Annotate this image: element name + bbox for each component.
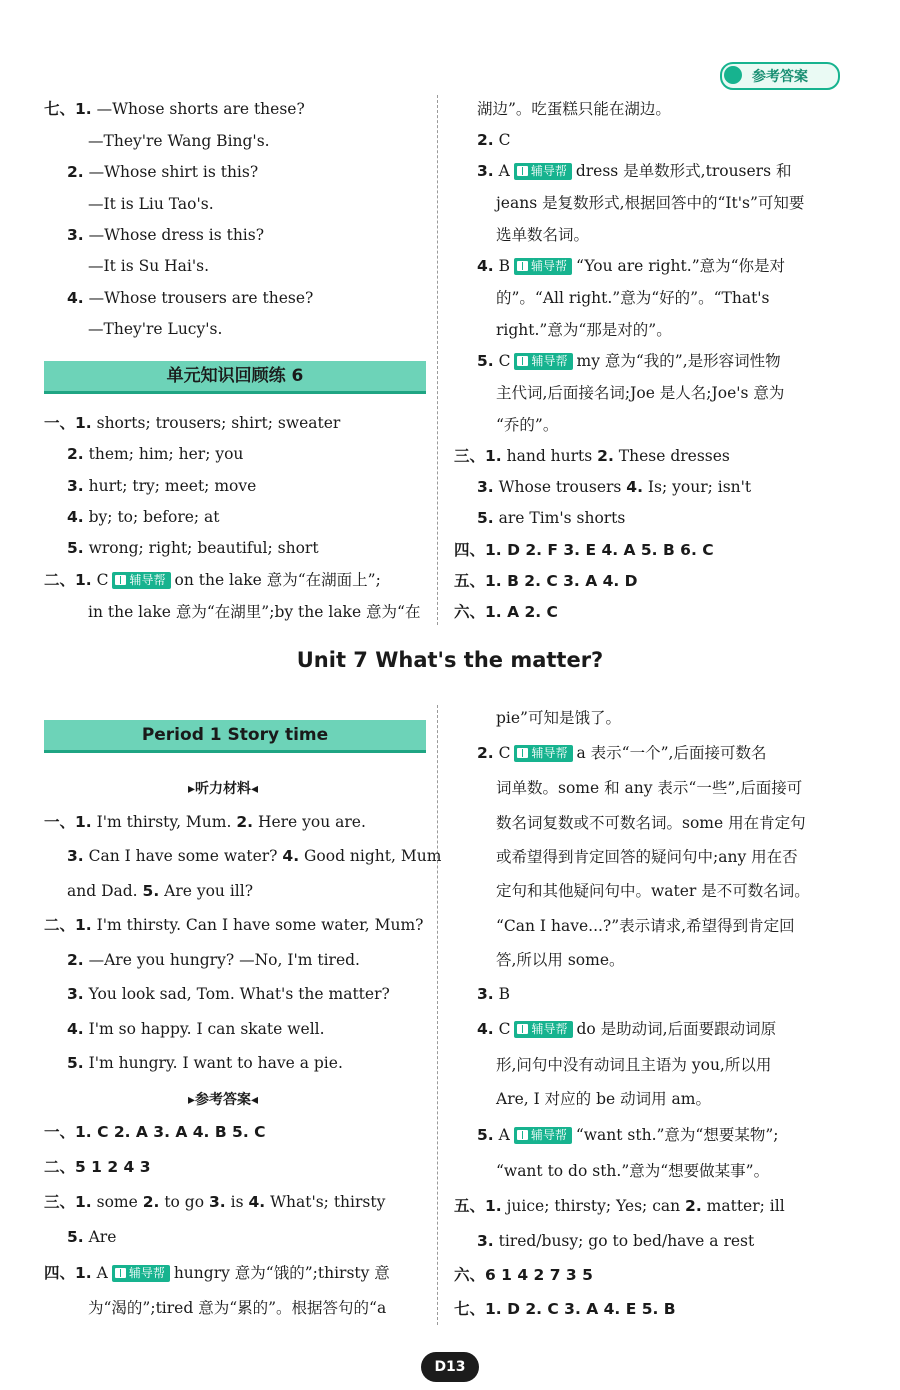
line: 3. tired/busy; go to bed/have a rest xyxy=(477,1232,755,1250)
line: 三、1. some 2. to go 3. is 4. What's; thirsty xyxy=(44,1193,386,1211)
line: 词单数。some 和 any 表示“一些”,后面接可 xyxy=(496,779,803,797)
helper-badge: 辅导帮 xyxy=(514,163,572,180)
line: 二、1. I'm thirsty. Can I have some water, Mum? xyxy=(44,916,424,934)
line: 3. You look sad, Tom. What's the matter? xyxy=(67,985,390,1003)
line: 四、1. A 辅导帮 hungry 意为“饿的”;thirsty 意 xyxy=(44,1264,390,1282)
answer-label: ▸参考答案◂ xyxy=(188,1092,259,1108)
line: 2. C 辅导帮 a 表示“一个”,后面接可数名 xyxy=(477,744,767,762)
line: 六、1. A 2. C xyxy=(454,603,558,621)
line: —It is Liu Tao's. xyxy=(88,195,214,213)
line: 4. I'm so happy. I can skate well. xyxy=(67,1020,325,1038)
helper-badge: 辅导帮 xyxy=(514,1021,572,1038)
line: 5. are Tim's shorts xyxy=(477,509,626,527)
line: in the lake 意为“在湖里”;by the lake 意为“在 xyxy=(88,603,421,621)
column-divider xyxy=(437,95,438,625)
line: 2. them; him; her; you xyxy=(67,445,244,463)
line: 五、1. B 2. C 3. A 4. D xyxy=(454,572,638,590)
listening-label: ▸听力材料◂ xyxy=(188,781,259,797)
line: —They're Lucy's. xyxy=(88,320,223,338)
helper-badge: 辅导帮 xyxy=(112,572,170,589)
line: 5. I'm hungry. I want to have a pie. xyxy=(67,1054,343,1072)
line: pie”可知是饿了。 xyxy=(496,709,621,727)
book-icon xyxy=(115,575,126,585)
line: —It is Su Hai's. xyxy=(88,257,210,275)
line: 4. —Whose trousers are these? xyxy=(67,289,314,307)
line: 选单数名词。 xyxy=(496,226,590,244)
line: 的”。“All right.”意为“好的”。“That's xyxy=(496,289,770,307)
line: 3. A 辅导帮 dress 是单数形式,trousers 和 xyxy=(477,162,792,180)
line: 2. —Whose shirt is this? xyxy=(67,163,259,181)
line: and Dad. 5. Are you ill? xyxy=(67,882,254,900)
book-icon xyxy=(115,1268,126,1278)
line: 一、1. shorts; trousers; shirt; sweater xyxy=(44,414,341,432)
line: 三、1. hand hurts 2. These dresses xyxy=(454,447,730,465)
line: —They're Wang Bing's. xyxy=(88,132,270,150)
line: 二、1. C 辅导帮 on the lake 意为“在湖面上”; xyxy=(44,571,381,589)
line: 主代词,后面接名词;Joe 是人名;Joe's 意为 xyxy=(496,384,785,402)
book-icon xyxy=(517,261,528,271)
line: 为“渴的”;tired 意为“累的”。根据答句的“a xyxy=(88,1299,387,1317)
line: jeans 是复数形式,根据回答中的“It's”可知要 xyxy=(496,194,805,212)
line: 答,所以用 some。 xyxy=(496,951,625,969)
helper-badge: 辅导帮 xyxy=(514,353,572,370)
line: 5. C 辅导帮 my 意为“我的”,是形容词性物 xyxy=(477,352,781,370)
line: 3. Can I have some water? 4. Good night, Mum xyxy=(67,847,442,865)
line: right.”意为“那是对的”。 xyxy=(496,321,672,339)
line: 4. by; to; before; at xyxy=(67,508,220,526)
line: 2. C xyxy=(477,131,511,149)
answer-header xyxy=(720,62,840,90)
line: 一、1. I'm thirsty, Mum. 2. Here you are. xyxy=(44,813,366,831)
book-icon xyxy=(517,166,528,176)
line: 湖边”。吃蛋糕只能在湖边。 xyxy=(477,100,671,118)
header-label: 参考答案 xyxy=(752,69,808,85)
line: 或希望得到肯定回答的疑问句中;any 用在否 xyxy=(496,848,798,866)
period-title: Period 1 Story time xyxy=(44,720,426,753)
helper-badge: 辅导帮 xyxy=(514,258,572,275)
line: 一、1. C 2. A 3. A 4. B 5. C xyxy=(44,1123,266,1141)
line: 5. wrong; right; beautiful; short xyxy=(67,539,319,557)
line: 5. A 辅导帮 “want sth.”意为“想要某物”; xyxy=(477,1126,779,1144)
book-icon xyxy=(517,1024,528,1034)
line: 定句和其他疑问句中。water 是不可数名词。 xyxy=(496,882,810,900)
line: Are, I 对应的 be 动词用 am。 xyxy=(496,1090,711,1108)
line: 五、1. juice; thirsty; Yes; can 2. matter; ill xyxy=(454,1197,785,1215)
column-divider xyxy=(437,705,438,1325)
line: 七、1. —Whose shorts are these? xyxy=(44,100,305,118)
line: 4. B 辅导帮 “You are right.”意为“你是对 xyxy=(477,257,786,275)
line: “Can I have...?”表示请求,希望得到肯定回 xyxy=(496,917,795,935)
line: “乔的”。 xyxy=(496,416,559,434)
line: 3. B xyxy=(477,985,511,1003)
unit-title: Unit 7 What's the matter? xyxy=(296,648,604,672)
book-icon xyxy=(517,356,528,366)
book-icon xyxy=(517,748,528,758)
line: 形,问句中没有动词且主语为 you,所以用 xyxy=(496,1056,772,1074)
line: 5. Are xyxy=(67,1228,117,1246)
book-icon xyxy=(517,1130,528,1140)
helper-badge: 辅导帮 xyxy=(514,1127,572,1144)
helper-badge: 辅导帮 xyxy=(514,745,572,762)
line: 3. hurt; try; meet; move xyxy=(67,477,257,495)
line: 数名词复数或不可数名词。some 用在肯定句 xyxy=(496,814,806,832)
line: 3. Whose trousers 4. Is; your; isn't xyxy=(477,478,752,496)
line: 四、1. D 2. F 3. E 4. A 5. B 6. C xyxy=(454,541,714,559)
line: 二、5 1 2 4 3 xyxy=(44,1158,151,1176)
line: 六、6 1 4 2 7 3 5 xyxy=(454,1266,593,1284)
section-title: 单元知识回顾练 6 xyxy=(44,361,426,394)
page-number: D13 xyxy=(421,1352,479,1382)
line: 3. —Whose dress is this? xyxy=(67,226,265,244)
leaf-logo-icon xyxy=(724,66,742,84)
line: 4. C 辅导帮 do 是助动词,后面要跟动词原 xyxy=(477,1020,777,1038)
line: 2. —Are you hungry? —No, I'm tired. xyxy=(67,951,360,969)
helper-badge: 辅导帮 xyxy=(112,1265,170,1282)
line: “want to do sth.”意为“想要做某事”。 xyxy=(496,1162,770,1180)
line: 七、1. D 2. C 3. A 4. E 5. B xyxy=(454,1300,676,1318)
